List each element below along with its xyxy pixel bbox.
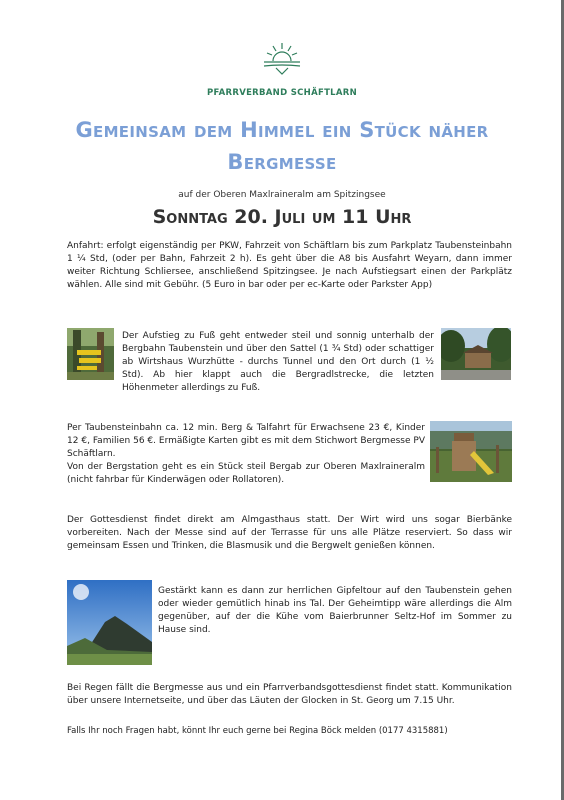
page-subtitle-bergmesse: Bergmesse bbox=[227, 150, 337, 174]
signpost-photo bbox=[67, 328, 114, 380]
ascent-paragraph: Der Aufstieg zu Fuß geht entweder steil und sonnig unterhalb der Bergbahn Taubenstein und über den Sattel (1 ¾ Std) oder schattiger ab Wirtshaus Wurzhütte - durchs Tunnel und den Ort durch (1 ½ Std). Ab hier klappt auch die Bergradlstrecke, die letzten Höhenmeter allerdings zu Fuß. bbox=[122, 331, 434, 393]
event-date: Sonntag 20. Juli um 11 Uhr bbox=[152, 206, 412, 228]
service-paragraph: Der Gottesdienst findet direkt am Almgasthaus statt. Der Wirt wird uns sogar Bierbänke vorbereiten. Nach der Messe sind auf der Terrasse für uns alle Plätze reserviert. So dass wir gemeinsam Essen und Trinken, die Blasmusik und die Bergwelt genießen können. bbox=[67, 515, 512, 551]
page-title: Gemeinsam dem Himmel ein Stück näher bbox=[75, 118, 489, 142]
inn-photo bbox=[441, 328, 511, 380]
arrival-paragraph: Anfahrt: erfolgt eigenständig per PKW, Fahrzeit von Schäftlarn bis zum Parkplatz Taubensteinbahn 1 ¼ Std, (oder per Bahn, Fahrzeit 2 h). Es geht über die A8 bis Ausfahrt Weyarn, dann immer weiter Richtung Schliersee, anschließend Spitzingsee. Je nach Aufstiegsart einen der Parkplätz wählen. Alle sind mit Gebühr. (5 Euro in bar oder per ec-Karte oder Parkster App) bbox=[67, 241, 512, 290]
cable-car-paragraph: Per Taubensteinbahn ca. 12 min. Berg & Talfahrt für Erwachsene 23 €, Kinder 12 €, Familien 56 €. Ermäßigte Karten gibt es mit dem Stichwort Bergmesse PV Schäftlarn. bbox=[67, 423, 425, 459]
location-subtitle: auf der Oberen Maxlraineralm am Spitzingsee bbox=[178, 190, 386, 200]
descent-paragraph: Von der Bergstation geht es ein Stück steil Bergab zur Oberen Maxlraineralm (nicht fahrbar für Kinderwägen oder Rollatoren). bbox=[67, 462, 425, 485]
playground-photo bbox=[430, 421, 512, 482]
church-logo-icon bbox=[262, 40, 302, 80]
mountain-photo bbox=[67, 580, 152, 665]
tour-paragraph: Gestärkt kann es dann zur herrlichen Gipfeltour auf den Taubenstein gehen oder wieder gemütlich hinab ins Tal. Der Geheimtipp wäre allerdings die Alm gegenüber, auf der die Kühe vom Baierbrunner Seltz-Hof im Sommer zu Hause sind. bbox=[158, 586, 512, 635]
contact-note: Falls Ihr noch Fragen habt, könnt Ihr euch gerne bei Regina Böck melden (0177 4315881) bbox=[67, 726, 448, 736]
rain-paragraph: Bei Regen fällt die Bergmesse aus und ein Pfarrverbandsgottesdienst findet statt. Kommunikation über unsere Internetseite, und über das Läuten der Glocken in St. Georg um 7.15 Uhr. bbox=[67, 683, 512, 706]
organization-name: PFARRVERBAND SCHÄFTLARN bbox=[206, 88, 358, 98]
